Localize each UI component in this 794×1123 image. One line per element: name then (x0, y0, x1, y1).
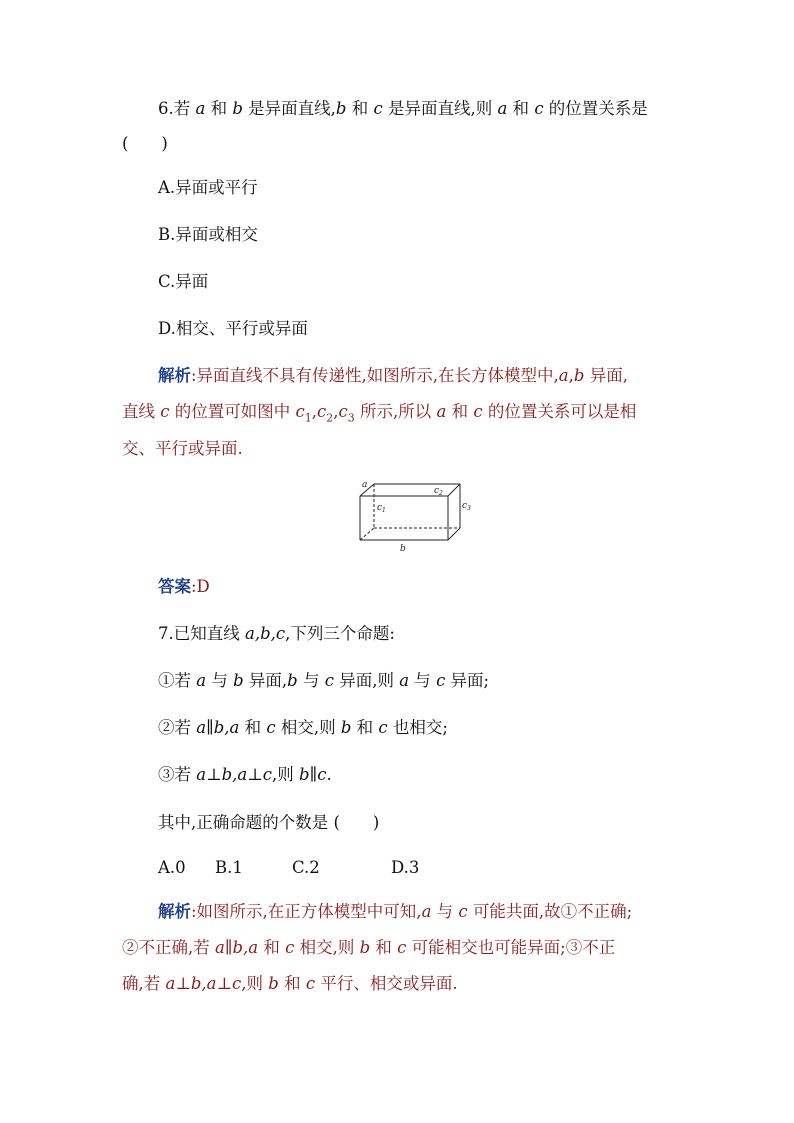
q7-options (158, 857, 718, 879)
q6-answer-line (158, 576, 718, 598)
edge-bottom-left-diag-hidden (360, 528, 374, 540)
q7-option-c: C.2 (292, 858, 320, 877)
edge-top-right-diag (448, 484, 460, 496)
q6-analysis-line-3: 交、平行或异面. (122, 439, 243, 458)
q6-answer-label: 答案 (158, 577, 191, 596)
q7-stem: 7.已知直线 a,b,c,下列三个命题: (158, 624, 395, 643)
q7-analysis-label: 解析 (158, 902, 191, 921)
q6-analysis-line-1: 解析:异面直线不具有传递性,如图所示,在长方体模型中,a,b 异面, (158, 366, 628, 385)
q6-answer-value: :D (191, 577, 210, 596)
q6-analysis-label: 解析 (158, 366, 191, 385)
label-c1: $c_1$ (377, 503, 386, 514)
q6-option-a: A.异面或平行 (158, 178, 258, 197)
q6-number: 6. (158, 99, 174, 118)
label-c3: $c_3$ (462, 501, 471, 512)
q6-stem: 6.若 a 和 b 是异面直线,b 和 c 是异面直线,则 a 和 c 的位置关系是 (158, 99, 648, 118)
q7-analysis-line-1: 解析:如图所示,在正方体模型中可知,a 与 c 可能共面,故①不正确; (158, 902, 633, 921)
q7-analysis-line-3: 确,若 a⊥b,a⊥c,则 b 和 c 平行、相交或异面. (122, 974, 458, 993)
q6-option-b: B.异面或相交 (158, 225, 258, 244)
label-c2: $c_2$ (434, 486, 443, 497)
q6-analysis-line-2: 直线 c 的位置可如图中 $c_1,c_2,c_3$ 所示,所以 a 和 c 的位置关系可以是相 (122, 402, 637, 425)
q7-number: 7. (158, 624, 174, 643)
q7-proposition-2: ②若 a∥b,a 和 c 相交,则 b 和 c 也相交; (158, 718, 448, 737)
q6-option-c: C.异面 (158, 272, 209, 291)
q7-proposition-1: ①若 a 与 b 异面,b 与 c 异面,则 a 与 c 异面; (158, 671, 490, 690)
cuboid-figure (352, 478, 478, 556)
q7-option-a: A.0 (158, 858, 186, 877)
q7-option-d: D.3 (391, 858, 420, 877)
q6-answer-bracket: ( ) (122, 134, 168, 153)
q7-question: 其中,正确命题的个数是 ( ) (158, 813, 380, 832)
q7-option-b: B.1 (215, 858, 243, 877)
q7-analysis-line-2: ②不正确,若 a∥b,a 和 c 相交,则 b 和 c 可能相交也可能异面;③不正 (122, 938, 616, 957)
q7-proposition-3: ③若 a⊥b,a⊥c,则 b∥c. (158, 765, 332, 784)
label-a: a (362, 480, 368, 490)
label-b: b (400, 544, 406, 554)
q6-option-d: D.相交、平行或异面 (158, 319, 308, 338)
edge-bottom-right-diag (448, 528, 460, 540)
